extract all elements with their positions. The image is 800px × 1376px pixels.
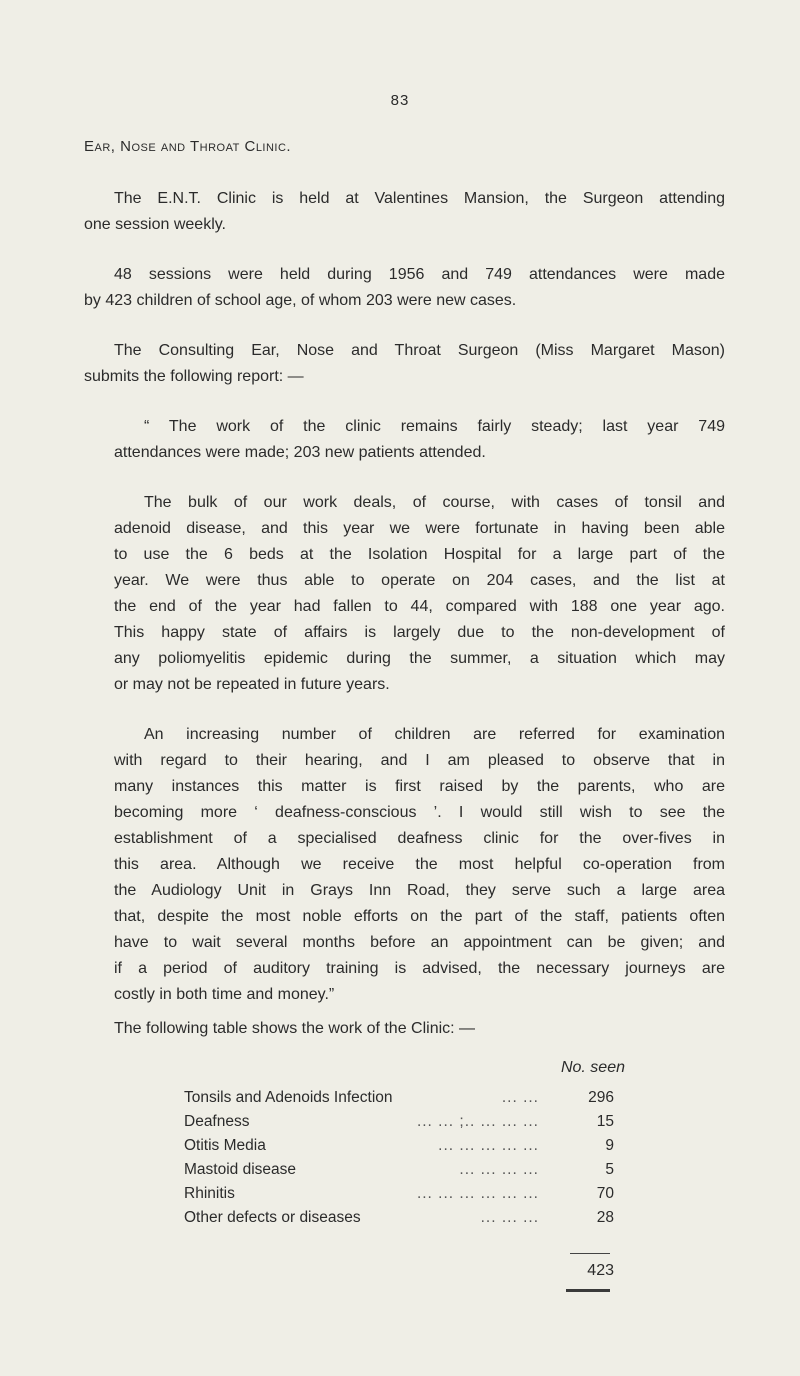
leader-dots: ... ... ... (480, 1209, 539, 1226)
leader-dots: ... ... (501, 1089, 539, 1106)
paragraph-clinic-location (84, 186, 725, 238)
leader-dots: ... ... ... ... ... ... (416, 1185, 539, 1202)
clinic-work-table (184, 1086, 614, 1230)
row-label: Rhinitis (184, 1185, 235, 1202)
row-value: 296 (588, 1089, 614, 1106)
total-underline (566, 1289, 610, 1292)
row-value: 15 (596, 1113, 614, 1130)
table-row (184, 1158, 614, 1182)
text-line: An increasing number of children are referred for examination (144, 726, 725, 743)
text-line: This happy state of affairs is largely due to the non-development of (114, 624, 725, 641)
text-line: any poliomyelitis epidemic during the summer, a situation which may (114, 650, 725, 667)
paragraph-report-intro (84, 338, 725, 390)
table-row (184, 1182, 614, 1206)
text-line: attendances were made; 203 new patients attended. (114, 444, 486, 461)
text-line: many instances this matter is first raised by the parents, who are (114, 778, 725, 795)
text-line: one session weekly. (84, 216, 226, 233)
text-line: to use the 6 beds at the Isolation Hospital for a large part of the (114, 546, 725, 563)
paragraph-hearing-referrals (114, 722, 725, 1008)
leader-dots: ... ... ;.. ... ... ... (416, 1113, 539, 1130)
leader-dots: ... ... ... ... (459, 1161, 539, 1178)
text-line: by 423 children of school age, of whom 203 were new cases. (84, 292, 517, 309)
text-line: costly in both time and money.” (114, 986, 335, 1003)
row-label: Other defects or diseases (184, 1209, 361, 1226)
column-header-no-seen: No. seen (560, 1059, 625, 1076)
table-row (184, 1110, 614, 1134)
text-line: submits the following report: — (84, 368, 304, 385)
text-line: The bulk of our work deals, of course, with cases of tonsil and (144, 494, 725, 511)
row-value: 9 (605, 1137, 614, 1154)
table-row (184, 1086, 614, 1110)
row-label: Deafness (184, 1113, 250, 1130)
page-number: 83 (390, 92, 410, 109)
text-line: adenoid disease, and this year we were fortunate in having been able (114, 520, 725, 537)
row-value: 70 (596, 1185, 614, 1202)
table-total: 423 (587, 1262, 614, 1279)
text-line: The Consulting Ear, Nose and Throat Surgeon (Miss Margaret Mason) (114, 342, 725, 359)
section-heading: Ear, Nose and Throat Clinic. (84, 138, 292, 155)
table-intro: The following table shows the work of the Clinic: — (114, 1020, 476, 1037)
paragraph-tonsil-adenoid (114, 490, 725, 698)
text-line: the end of the year had fallen to 44, compared with 188 one year ago. (114, 598, 725, 615)
row-value: 5 (605, 1161, 614, 1178)
row-label: Mastoid disease (184, 1161, 297, 1178)
row-label: Otitis Media (184, 1137, 266, 1154)
table-row (184, 1134, 614, 1158)
text-line: becoming more ‘ deafness-conscious ’. I would still wish to see the (114, 804, 725, 821)
text-line: establishment of a specialised deafness clinic for the over-fives in (114, 830, 725, 847)
text-line: have to wait several months before an appointment can be given; and (114, 934, 725, 951)
text-line: The E.N.T. Clinic is held at Valentines Mansion, the Surgeon attending (114, 190, 725, 207)
text-line: this area. Although we receive the most helpful co-operation from (114, 856, 725, 873)
text-line: or may not be repeated in future years. (114, 676, 390, 693)
paragraph-report-quote-start (114, 414, 725, 466)
text-line: 48 sessions were held during 1956 and 749 attendances were made (114, 266, 725, 283)
text-line: with regard to their hearing, and I am pleased to observe that in (114, 752, 725, 769)
row-label: Tonsils and Adenoids Infection (184, 1089, 393, 1106)
text-line: that, despite the most noble efforts on the part of the staff, patients often (114, 908, 725, 925)
leader-dots: ... ... ... ... ... (438, 1137, 539, 1154)
table-row (184, 1206, 614, 1230)
text-line: the Audiology Unit in Grays Inn Road, they serve such a large area (114, 882, 725, 899)
row-value: 28 (596, 1209, 614, 1226)
total-rule (570, 1253, 610, 1254)
text-line: if a period of auditory training is advised, the necessary journeys are (114, 960, 725, 977)
paragraph-sessions (84, 262, 725, 314)
text-line: “ The work of the clinic remains fairly steady; last year 749 (144, 418, 725, 435)
text-line: year. We were thus able to operate on 204 cases, and the list at (114, 572, 725, 589)
